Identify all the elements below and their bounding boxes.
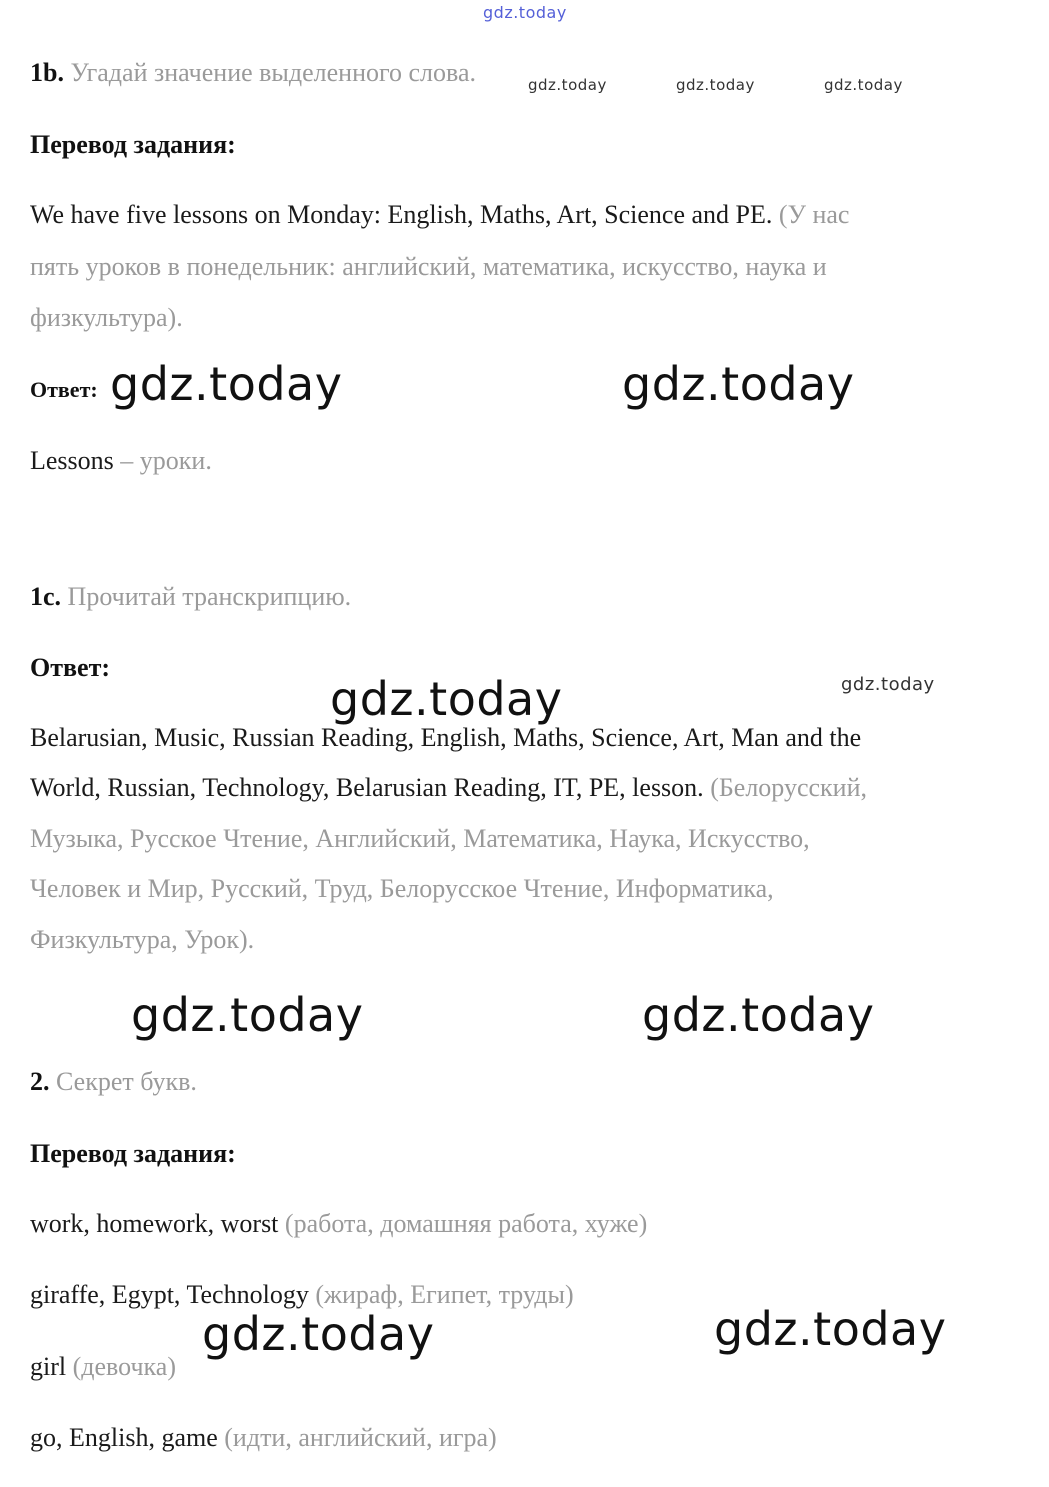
watermark-large: gdz.today [110,357,343,411]
task-instruction: Секрет букв. [56,1067,197,1096]
word-row-ru: (девочка) [72,1352,176,1381]
sentence-line-3: физкультура). [30,303,183,332]
watermark-top: gdz.today [483,3,567,22]
watermark-large: gdz.today [131,988,364,1042]
task-instruction: Прочитай транскрипцию. [67,582,352,611]
answer-ru: – уроки. [120,446,212,475]
word-row-en: go, English, game [30,1423,218,1452]
answer-line-3: Музыка, Русское Чтение, Английский, Математика, Наука, Искусство, [30,824,810,853]
sentence-en: We have five lessons on Monday: English, Maths, Art, Science and PE. [30,200,773,229]
task-1c-title [30,582,351,612]
word-row [30,1352,176,1382]
word-row-en: work, homework, worst [30,1209,279,1238]
task-2-title [30,1067,197,1097]
watermark-large: gdz.today [622,357,855,411]
watermark-large: gdz.today [642,988,875,1042]
watermark-small: gdz.today [528,76,607,94]
answer-en: Lessons [30,446,114,475]
answer-heading: Ответ: [30,377,98,402]
word-row [30,1423,497,1453]
answer-line-4: Человек и Мир, Русский, Труд, Белорусское Чтение, Информатика, [30,874,774,903]
word-row [30,1280,574,1310]
answer-heading: Ответ: [30,653,111,682]
watermark-small: gdz.today [824,76,903,94]
watermark-large: gdz.today [714,1302,947,1356]
translation-heading: Перевод задания: [30,1139,236,1168]
sentence-line-2: пять уроков в понедельник: английский, математика, искусство, наука и [30,252,827,281]
answer-line [30,446,212,476]
answer-en: World, Russian, Technology, Belarusian Reading, IT, PE, lesson. [30,773,704,802]
watermark-large: gdz.today [202,1307,435,1361]
answer-line-1: Belarusian, Music, Russian Reading, English, Maths, Science, Art, Man and the [30,723,862,752]
task-1b-title [30,58,476,88]
watermark-small: gdz.today [841,674,935,695]
answer-line-5: Физкультура, Урок). [30,925,255,954]
translation-heading: Перевод задания: [30,130,236,159]
sentence-ru: (У нас [778,200,850,229]
word-row-ru: (идти, английский, игра) [224,1423,497,1452]
word-row-en: girl [30,1352,67,1381]
sentence-line-1 [30,200,849,230]
task-instruction: Угадай значение выделенного слова. [70,58,477,87]
word-row-ru: (работа, домашняя работа, хуже) [284,1209,648,1238]
task-number: 1c. [30,582,62,611]
task-number: 2. [30,1067,50,1096]
word-row-ru: (жираф, Египет, труды) [315,1280,574,1309]
watermark-large: gdz.today [330,672,563,726]
watermark-small: gdz.today [676,76,755,94]
answer-ru: (Белорусский, [710,773,867,802]
word-row [30,1209,647,1239]
word-row-en: giraffe, Egypt, Technology [30,1280,309,1309]
answer-line-2 [30,773,867,803]
task-number: 1b. [30,58,64,87]
